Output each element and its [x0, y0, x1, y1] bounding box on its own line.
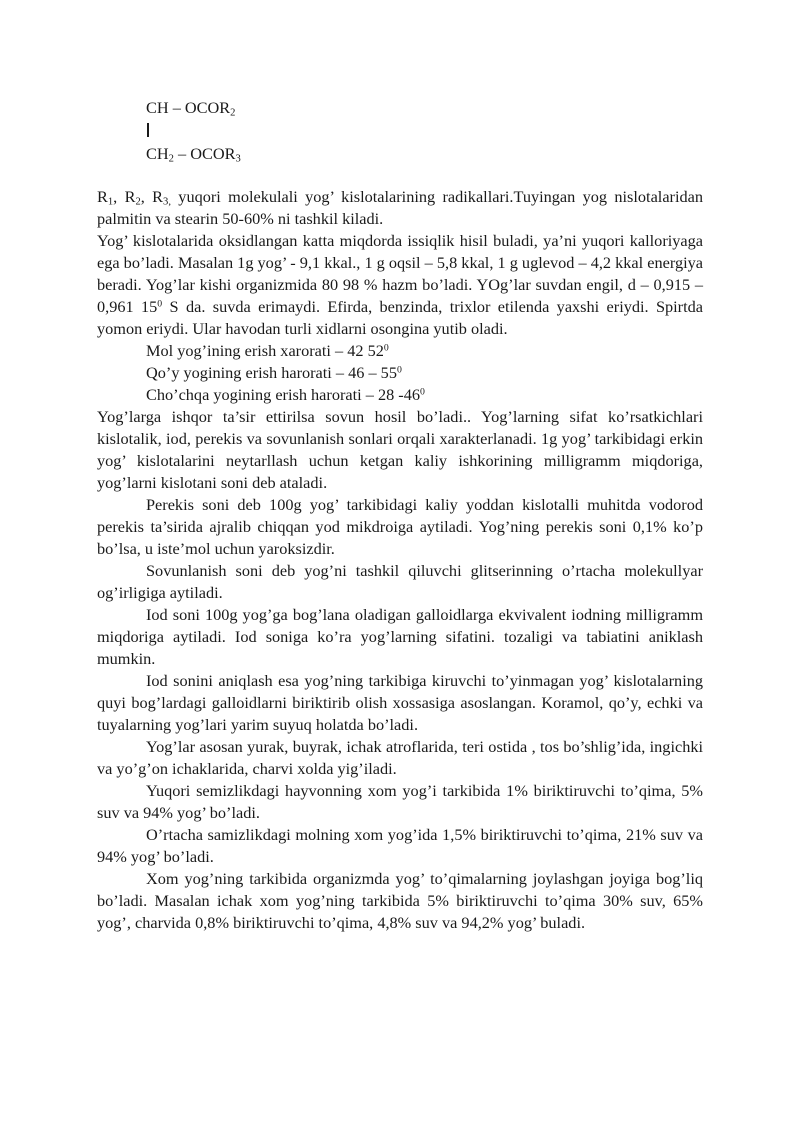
formula-line-2: $CH_2$ – $OCOR_3$ [146, 144, 241, 165]
paragraph: Iod sonini aniqlash esa yog’ning tarkibiga kiruvchi to’yinmagan yog’ kislotalarning quyi bog’lardagi galloidlarni biriktirib olish xossasiga asoslangan. Koramol, qo’y, echki va tuyalarning yog’lari yarim suyuq holatda bo’ladi. [97, 671, 703, 734]
paragraph: Perekis soni deb 100g yog’ tarkibidagi kaliy yoddan kislotalli muhitda vodorod perekis ta’sirida ajralib chiqqan yod mikdroiga aytiladi. Yog’ning perekis soni 0,1% ko’p bo’lsa, u iste’mol uchun yaroksizdir. [97, 495, 703, 558]
body-text [97, 186, 703, 934]
paragraph: O’rtacha samizlikdagi molning xom yog’ida 1,5% biriktiruvchi to’qima, 21% suv va 94% yog’ bo’ladi. [97, 825, 703, 866]
melting-point-line: Cho’chqa yogining erish harorati – 28 $-46^0$ [146, 385, 425, 404]
paragraph: Yog’lar asosan yurak, buyrak, ichak atroflarida, teri ostida , tos bo’shlig’ida, ingichki va yo’g’on ichaklarida, charvi xolda yig’iladi. [97, 737, 703, 778]
melting-point-line: Qo’y yogining erish harorati – $46 - 55^0$ [146, 363, 402, 382]
chemical-formula [146, 96, 241, 165]
bond-line [147, 123, 149, 137]
paragraph: Iod soni 100g yog’ga bog’lana oladigan galloidlarga ekvivalent iodning milligramm miqdoriga aytiladi. Iod soniga ko’ra yog’larning sifatini. tozaligi va tabiatini aniklash mumkin. [97, 605, 703, 668]
paragraph: Sovunlanish soni deb yog’ni tashkil qiluvchi glitserinning o’rtacha molekullyar og’irligiga aytiladi. [97, 561, 703, 602]
paragraph-list [97, 406, 703, 934]
paragraph: Yuqori semizlikdagi hayvonning xom yog’i tarkibida 1% biriktiruvchi to’qima, 5% suv va 94% yog’ bo’ladi. [97, 781, 703, 822]
formula-line-1: CH – $OCOR_2$ [146, 98, 236, 119]
paragraph: Xom yog’ning tarkibida organizmda yog’ to’qimalarning joylashgan joyiga bog’liq bo’ladi. Masalan ichak xom yog’ning tarkibida 5% biriktiruvchi to’qima 30% suv, 65% yog’, charvida 0,8% biriktiruvchi to’qima, 4,8% suv va 94,2% yog’ buladi. [97, 869, 703, 932]
paragraph-energy: Yog’ kislotalarida oksidlangan katta miqdorda issiqlik hisil buladi, ya’ni yuqori kalloriyaga ega bo’ladi. Masalan 1g yog’ - 9,1 kkal., 1 g oqsil – 5,8 kkal, 1 g uglevod – 4,2 kkal energiya beradi. Yog’lar kishi organizmida 80 98 % hazm bo’ladi. YOg’lar suvdan engil, d – 0,915 – 0,961 $15^0$ S da. suvda erimaydi. Efirda, benzinda, trixlor etilenda yaxshi eriydi. Spirtda yomon eriydi. Ular havodan turli xidlarni osongina yutib oladi. [97, 231, 703, 338]
melting-point-line: Mol yog’ining erish xarorati – 42 $52^0$ [146, 341, 389, 360]
paragraph-radicals: $R_1$, $R_2$, $R_{3,}$ yuqori molekulali yog’ kislotalarining radikallari.Tuyingan yog nislotalaridan palmitin va stearin 50-60% ni tashkil kiladi. [97, 187, 703, 228]
paragraph: Yog’larga ishqor ta’sir ettirilsa sovun hosil bo’ladi.. Yog’larning sifat ko’rsatkichlari kislotalik, iod, perekis va sovunlanish sonlari orqali xarakterlanadi. 1g yog’ tarkibidagi erkin yog’ kislotalarini neytarllash uchun ketgan kaliy ishkorining milligramm miqdoriga, yog’larni kislotani soni deb ataladi. [97, 407, 703, 492]
